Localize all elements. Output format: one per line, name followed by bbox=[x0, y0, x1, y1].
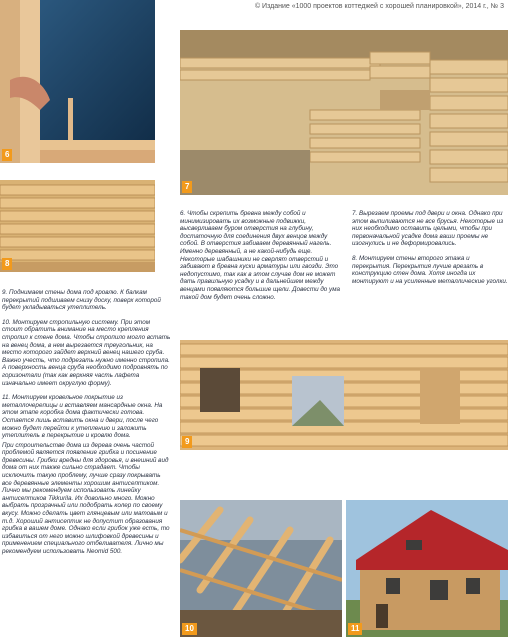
middle-column-text bbox=[180, 210, 342, 308]
left-column-text bbox=[2, 289, 172, 563]
paragraph-9: 9. Поднимаем стены дома под кровлю. К балкам перекрытий подшиваем снизу доску, поверх которой будет укладываться утеплитель. bbox=[2, 289, 161, 312]
paragraph-6: 6. Чтобы скрепить бревна между собой и минимизировать их возможные подвижки, высверливаем буром отверстия на глубину, достаточную для соединения двух венцов между собой. В отверстия забиваем деревянный нагель. Именно деревянный, а не какой-нибудь еще. Некоторые шабашники не сверлят отверстий и забивают в бревна куски арматуры или гвозди. Это недопустимо, так как в этом случае дом не может дать правильную усадку и в дальнейшем между венцами появляются большие щели. Довести до ума такой дом будет очень сложно. bbox=[180, 210, 341, 301]
paragraph-antiseptic: При строительстве дома из дерева очень частой проблемой является появление грибка и посинение древесины. Грибки вредны для здоровья, и внешний вид дома от них также сильно страдает. Чтобы исключить такую проблему, лучше сразу покрывать все деревянные элементы хорошим антисептиком. Лично мы рекомендуем использовать линейку антисептиков Tikkurila. Их довольно много. Можно выбрать прозрачный или подобрать колер по своему вкусу. Можно сделать цвет глянцевым или матовым и т.д. Хороший антисептик не допустит образования грибка в вашем доме. Однако если грибок уже есть, то избавиться от него можно шлифовкой древесины и применением специального отбеливателя. Лично мы рекомендуем использовать Neomid 500. bbox=[2, 441, 170, 555]
photo-6-image bbox=[0, 0, 155, 163]
paragraph-7: 7. Вырезаем проемы под двери и окна. Однако при этом выпиливаются не все брусья. Некоторые из них необходимо оставить целыми, чтобы при первоначальной усадке дома ваши проемы не изогнулись и не деформировались. bbox=[352, 210, 504, 248]
right-column-text bbox=[352, 210, 508, 292]
photo-number: 7 bbox=[182, 181, 192, 193]
paragraph-11: 11. Монтируем кровельное покрытие из металлочерепицы и вставляем мансардные окна. На этом этапе коробка дома фактически готова. Остается лишь вставить окна и двери, после чего можно будет перейти к утеплению и заложить утеплитель в перекрытие и кровлю дома. bbox=[2, 394, 163, 440]
photo-10 bbox=[180, 500, 342, 637]
photo-9 bbox=[180, 340, 508, 450]
photo-number: 10 bbox=[182, 623, 197, 635]
photo-8-image bbox=[0, 180, 155, 272]
paragraph-8: 8. Монтируем стены второго этажа и перекрытия. Перекрытия лучше врезать в конструкцию стен дома. Хотя иногда их монтируют и на усиленные металлические уголки. bbox=[352, 254, 508, 285]
photo-number: 6 bbox=[2, 149, 12, 161]
photo-10-image bbox=[180, 500, 342, 637]
photo-7-image bbox=[180, 30, 508, 195]
photo-number: 9 bbox=[182, 436, 192, 448]
paragraph-10: 10. Монтируем стропильную систему. При этом стоит обратить внимание на место крепления стропил к стене дома. Чтобы стропило могло встать на венец дома, в нем вырезается треугольник, на место которого зайдет верхний венец нашего сруба. Важно учесть, что подрезать нужно именно стропила. А поверхность венца сруба необходимо подровнять по горизонтали (так как верхняя часть лафета изначально имеет округлую форму). bbox=[2, 318, 171, 387]
photo-7 bbox=[180, 30, 508, 195]
photo-number: 11 bbox=[348, 623, 362, 635]
photo-11 bbox=[346, 500, 508, 637]
photo-6 bbox=[0, 0, 155, 163]
photo-number: 8 bbox=[2, 258, 12, 270]
photo-9-image bbox=[180, 340, 508, 450]
page-header: © Издание «1000 проектов коттеджей с хорошей планировкой», 2014 г., № 3 bbox=[254, 3, 504, 10]
photo-8 bbox=[0, 180, 155, 272]
photo-11-image bbox=[346, 500, 508, 637]
